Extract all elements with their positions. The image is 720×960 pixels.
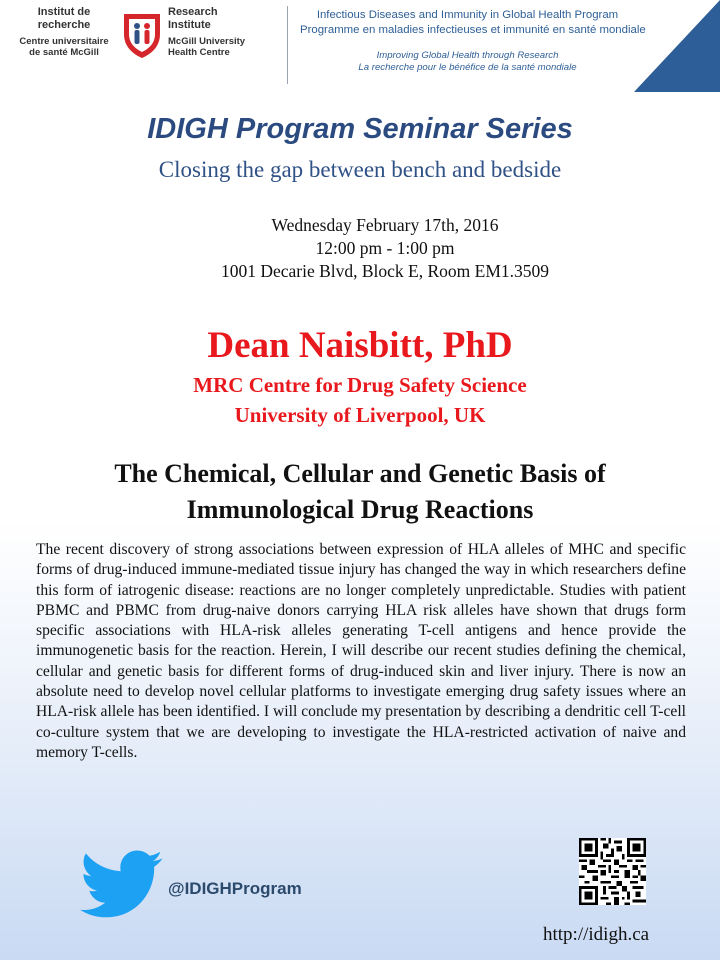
logo-en-line1: Research <box>168 6 218 18</box>
event-details <box>0 214 720 283</box>
logo-en-line4: Health Centre <box>168 47 230 58</box>
twitter-bird-icon[interactable] <box>80 850 164 920</box>
program-banner <box>300 8 646 74</box>
qr-code-icon <box>579 838 646 905</box>
program-tagline-fr: La recherche pour le bénéfice de la santé mondiale <box>358 62 577 73</box>
logo-en-line3: McGill University <box>168 36 246 47</box>
speaker-name: Dean Naisbitt, PhD <box>207 325 513 366</box>
logo-fr-line4: de santé McGill <box>29 47 99 58</box>
institute-logo-fr <box>10 6 118 58</box>
event-time: 12:00 pm - 1:00 pm <box>315 238 455 258</box>
institute-logo-en <box>168 6 278 58</box>
program-name-fr: Programme en maladies infectieuses et immunité en santé mondiale <box>300 24 646 36</box>
header-divider <box>287 6 288 84</box>
event-location: 1001 Decarie Blvd, Block E, Room EM1.3509 <box>220 261 550 281</box>
series-title: IDIGH Program Seminar Series <box>147 113 573 145</box>
talk-title-line2: Immunological Drug Reactions <box>186 495 534 524</box>
logo-fr-line2: recherche <box>37 19 91 31</box>
header-banner <box>0 0 720 92</box>
event-date: Wednesday February 17th, 2016 <box>271 215 499 235</box>
logo-fr-line3: Centre universitaire <box>19 36 109 47</box>
logo-en-line2: Institute <box>168 19 211 31</box>
speaker-affiliation <box>0 370 720 430</box>
corner-triangle-decoration <box>634 0 720 92</box>
muhc-shield-icon <box>121 10 163 60</box>
logo-fr-line1: Institut de <box>37 6 91 18</box>
website-link[interactable]: http://idigh.ca <box>543 924 650 945</box>
talk-title-line1: The Chemical, Cellular and Genetic Basis of <box>114 459 606 488</box>
speaker-affiliation-university: University of Liverpool, UK <box>234 403 486 427</box>
series-subtitle: Closing the gap between bench and bedside <box>158 157 562 182</box>
talk-abstract: The recent discovery of strong associations between expression of HLA alleles of MHC and specific forms of drug-induced immune-mediated tissue injury has changed the way in which researchers define this form of iatrogenic disease: reactions are no longer completely unpredictable. Studies with patient PBMC and PBMC from drug-naive donors carrying HLA risk alleles have shown that drugs form specific associations with HLA-risk alleles generating T-cell antigens and hence provide the immunogenetic basis for the reaction. Herein, I will describe our recent studies defining the chemical, cellular and genetic basis for different forms of drug-induced skin and liver injury. There is now an absolute need to develop novel cellular platforms to investigate emerging drug safety issues where an HLA-risk allele has been identified. I will conclude my presentation by describing a dendritic cell T-cell co-culture system that we are developing to investigate the HLA-restricted activation of naive and memory T-cells. <box>36 541 686 761</box>
program-name-en: Infectious Diseases and Immunity in Global Health Program <box>316 9 619 21</box>
talk-title <box>20 456 700 528</box>
speaker-affiliation-centre: MRC Centre for Drug Safety Science <box>193 373 527 397</box>
twitter-handle-link[interactable]: @IDIGHProgram <box>168 879 302 898</box>
program-tagline-en: Improving Global Health through Research <box>376 50 559 61</box>
